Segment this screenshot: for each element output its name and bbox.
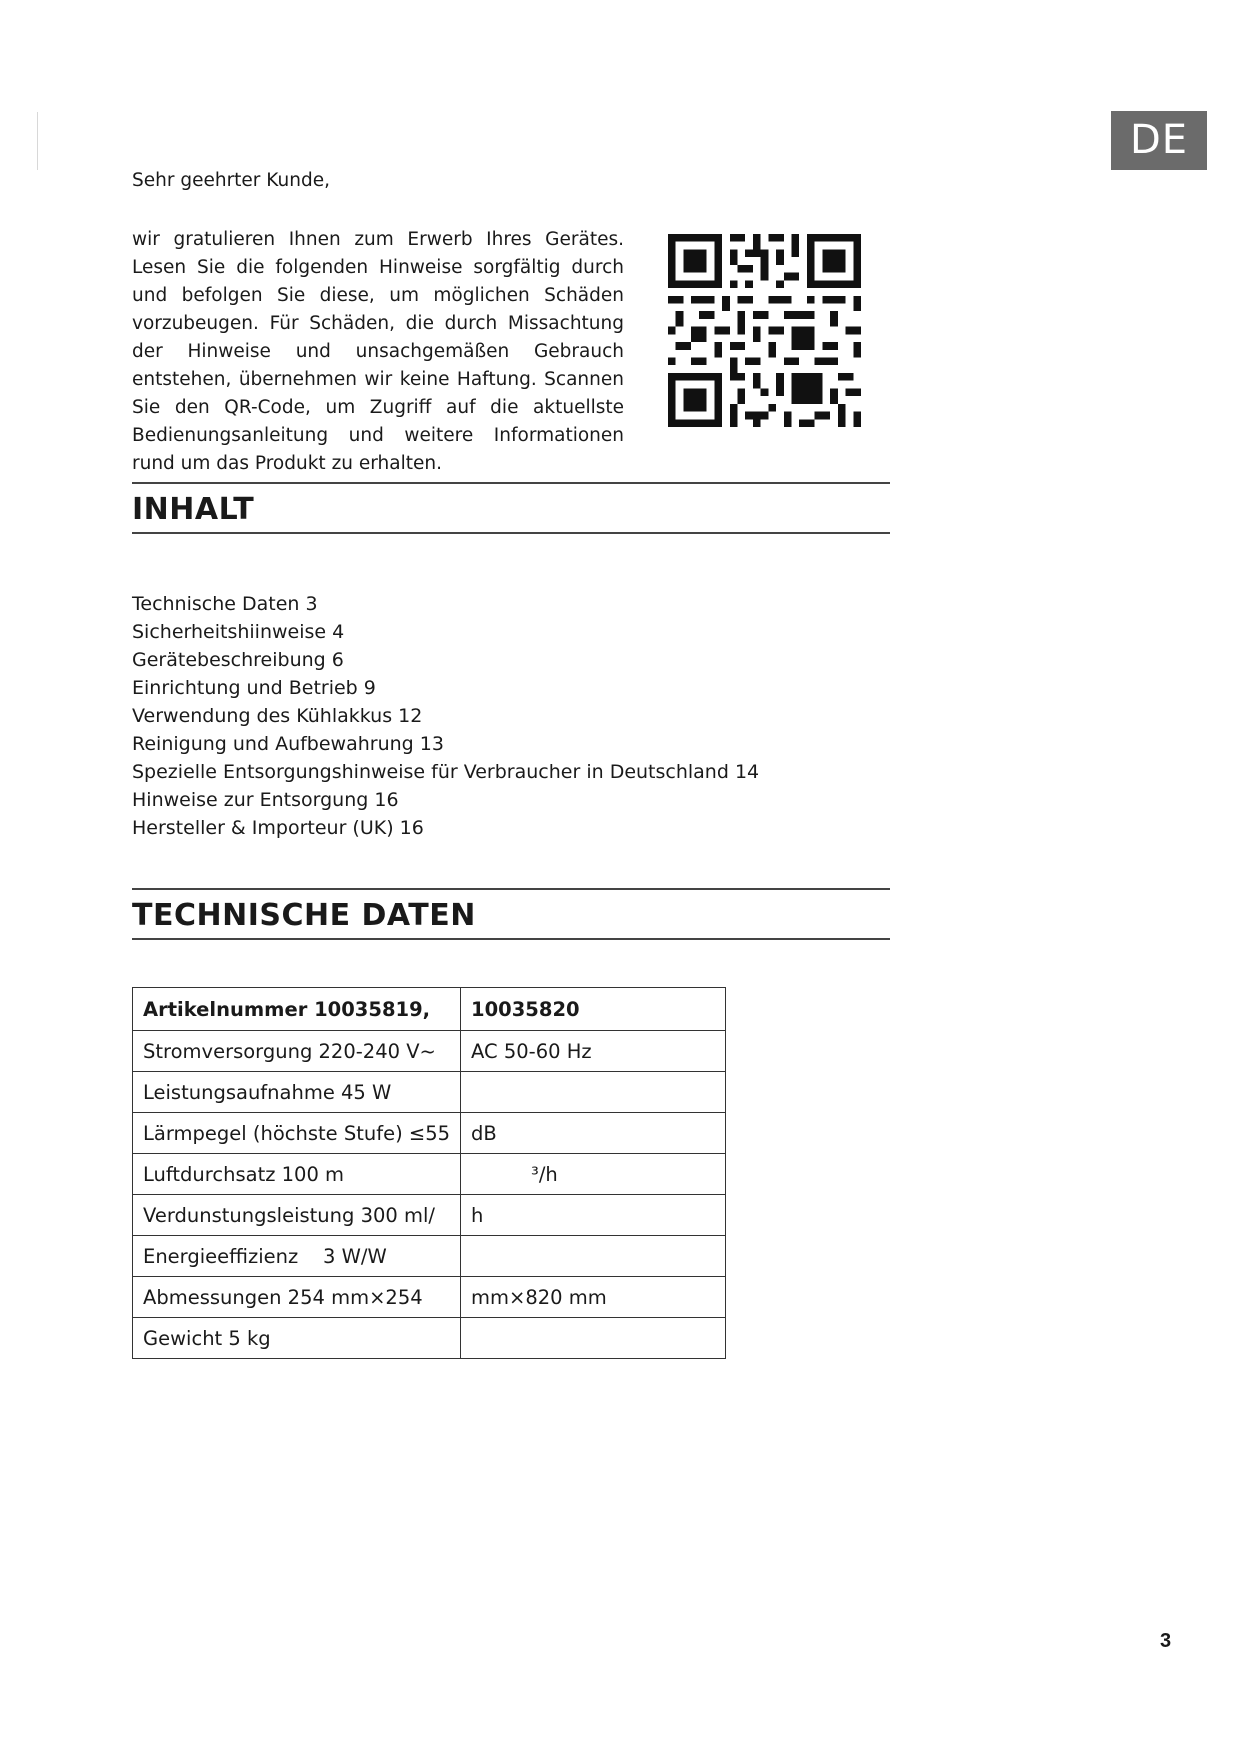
intro-paragraph: wir gratulieren Ihnen zum Erwerb Ihres Gerätes. Lesen Sie die folgenden Hinweise sorgfältig durch und befolgen Sie diese, um möglichen Schäden vorzubeugen. Für Schäden, die durch Missachtung der Hinweise und unsachgemäßen Gebrauch entstehen, übernehmen wir keine Haftung. Scannen Sie den QR-Code, um Zugriff auf die aktuellste Bedienungsanleitung und weitere Informationen rund um das Produkt zu erhalten.: [132, 229, 624, 474]
toc-item[interactable]: Spezielle Entsorgungshinweise für Verbraucher in Deutschland 14: [132, 761, 760, 783]
contents-rule-bottom: [132, 532, 890, 534]
spec-label: Artikelnummer 10035819,: [133, 988, 461, 1031]
toc-item[interactable]: Technische Daten 3: [132, 593, 318, 615]
contents-rule-top: [132, 482, 890, 484]
table-row: [133, 1154, 726, 1195]
spec-label: Gewicht 5 kg: [133, 1318, 461, 1359]
table-row: [133, 988, 726, 1031]
toc-item[interactable]: Hinweise zur Entsorgung 16: [132, 789, 399, 811]
spec-label: Lärmpegel (höchste Stufe) ≤55: [133, 1113, 461, 1154]
specs-rule-top: [132, 888, 890, 890]
toc-item[interactable]: Einrichtung und Betrieb 9: [132, 677, 376, 699]
spec-value: AC 50-60 Hz: [461, 1031, 726, 1072]
language-badge: DE: [1111, 111, 1207, 170]
table-row: [133, 1236, 726, 1277]
page-number: 3: [1160, 1630, 1172, 1652]
spec-value: mm×820 mm: [461, 1277, 726, 1318]
spec-label: Stromversorgung 220-240 V~: [133, 1031, 461, 1072]
toc-item[interactable]: Sicherheitshiinweise 4: [132, 621, 345, 643]
spec-label: Verdunstungsleistung 300 ml/: [133, 1195, 461, 1236]
toc-item[interactable]: Reinigung und Aufbewahrung 13: [132, 733, 444, 755]
spec-label: Abmessungen 254 mm×254: [133, 1277, 461, 1318]
toc-item[interactable]: Gerätebeschreibung 6: [132, 649, 344, 671]
table-row: [133, 1072, 726, 1113]
spec-label: Luftdurchsatz 100 m: [133, 1154, 461, 1195]
toc-item[interactable]: Verwendung des Kühlakkus 12: [132, 705, 423, 727]
spec-value: dB: [461, 1113, 726, 1154]
qr-code: [668, 234, 861, 427]
table-row: [133, 1031, 726, 1072]
spec-label: Energieeffizienz 3 W/W: [133, 1236, 461, 1277]
contents-title: INHALT: [132, 492, 255, 527]
specs-title: TECHNISCHE DATEN: [132, 898, 476, 933]
technical-data-table: [132, 987, 726, 1359]
spec-value: ³/h: [461, 1154, 726, 1195]
specs-rule-bottom: [132, 938, 890, 940]
toc-item[interactable]: Hersteller & Importeur (UK) 16: [132, 817, 424, 839]
page-edge-mark: [37, 112, 38, 170]
salutation: Sehr geehrter Kunde,: [132, 170, 330, 191]
table-row: [133, 1277, 726, 1318]
table-of-contents: [132, 590, 759, 842]
table-row: [133, 1318, 726, 1359]
table-row: [133, 1195, 726, 1236]
spec-value: [461, 1318, 726, 1359]
spec-value: [461, 1236, 726, 1277]
spec-value: [461, 1072, 726, 1113]
spec-value: h: [461, 1195, 726, 1236]
table-row: [133, 1113, 726, 1154]
spec-label: Leistungsaufnahme 45 W: [133, 1072, 461, 1113]
spec-value: 10035820: [461, 988, 726, 1031]
